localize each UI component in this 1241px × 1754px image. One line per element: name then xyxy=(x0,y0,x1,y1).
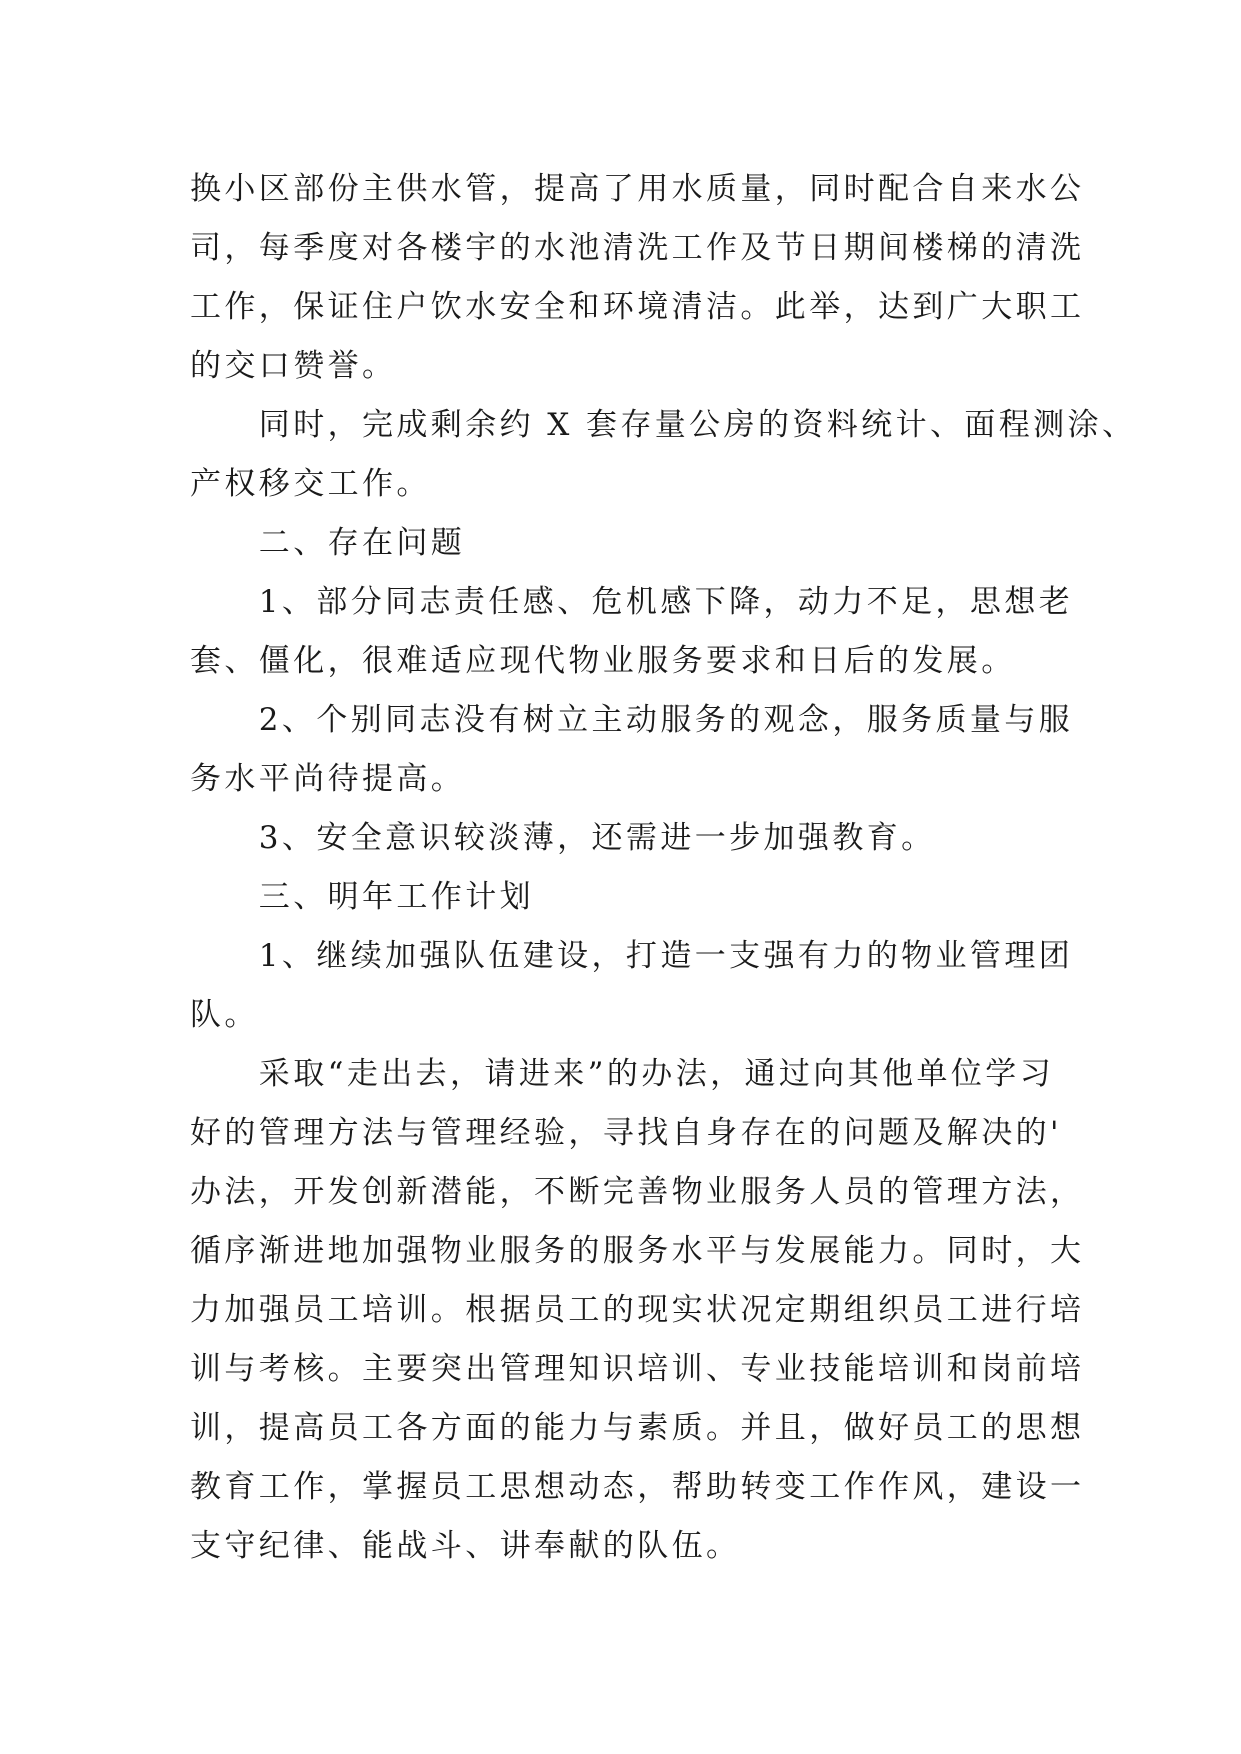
text-line: 换小区部份主供水管，提高了用水质量，同时配合自来水公 xyxy=(190,171,1085,207)
text-line: 队。 xyxy=(190,997,259,1033)
text-line: 训与考核。主要突出管理知识培训、专业技能培训和岗前培 xyxy=(190,1351,1085,1387)
text-line: 循序渐进地加强物业服务的服务水平与发展能力。同时，大 xyxy=(190,1233,1085,1269)
text-line: 套、僵化，很难适应现代物业服务要求和日后的发展。 xyxy=(190,643,1016,679)
text-line: 支守纪律、能战斗、讲奉献的队伍。 xyxy=(190,1528,741,1564)
text-line: 同时，完成剩余约 X 套存量公房的资料统计、面程测涂、 xyxy=(190,407,1137,443)
text-line: 好的管理方法与管理经验，寻找自身存在的问题及解决的' xyxy=(190,1115,1062,1151)
text-line: 司，每季度对各楼宇的水池清洗工作及节日期间楼梯的清洗 xyxy=(190,230,1085,266)
text-line: 力加强员工培训。根据员工的现实状况定期组织员工进行培 xyxy=(190,1292,1085,1328)
text-line: 2、个别同志没有树立主动服务的观念，服务质量与服 xyxy=(190,702,1074,738)
section-heading: 三、明年工作计划 xyxy=(190,879,534,915)
text-line: 1、继续加强队伍建设，打造一支强有力的物业管理团 xyxy=(190,938,1074,974)
text-line: 采取“走出去，请进来”的办法，通过向其他单位学习 xyxy=(190,1056,1055,1092)
text-line: 教育工作，掌握员工思想动态，帮助转变工作作风，建设一 xyxy=(190,1469,1085,1505)
text-line: 办法，开发创新潜能，不断完善物业服务人员的管理方法， xyxy=(190,1174,1085,1210)
section-heading: 二、存在问题 xyxy=(190,525,466,561)
document-body xyxy=(190,160,1137,1576)
text-line: 务水平尚待提高。 xyxy=(190,761,466,797)
text-line: 工作，保证住户饮水安全和环境清洁。此举，达到广大职工 xyxy=(190,289,1085,325)
text-line: 产权移交工作。 xyxy=(190,466,431,502)
text-line: 3、安全意识较淡薄，还需进一步加强教育。 xyxy=(190,820,936,856)
text-line: 的交口赞誉。 xyxy=(190,348,397,384)
text-line: 训，提高员工各方面的能力与素质。并且，做好员工的思想 xyxy=(190,1410,1085,1446)
text-line: 1、部分同志责任感、危机感下降，动力不足，思想老 xyxy=(190,584,1074,620)
